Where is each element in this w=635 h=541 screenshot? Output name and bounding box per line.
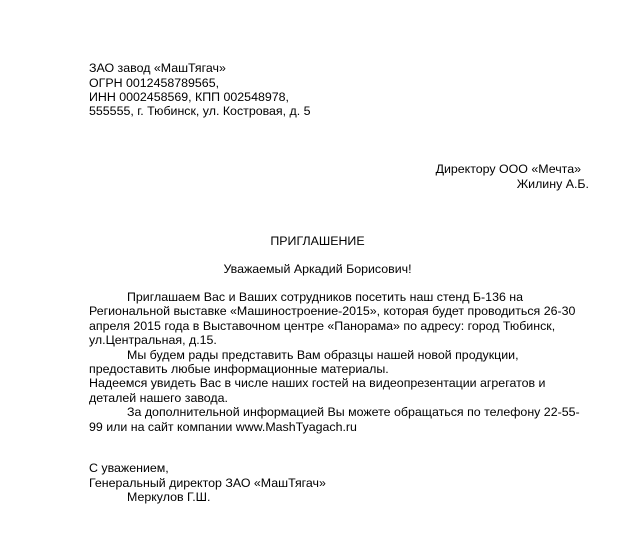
body-line: Надеемся увидеть Вас в числе наших гостей на видеопрезентации агрегатов и (89, 376, 546, 390)
sender-inn-kpp: ИНН 0002458569, КПП 002548978, (89, 90, 289, 104)
sender-address: 555555, г. Тюбинск, ул. Костровая, д. 5 (89, 104, 311, 118)
body-line: Приглашаем Вас и Ваших сотрудников посетить наш стенд Б-136 на (127, 290, 524, 304)
body-line: За дополнительной информацией Вы можете обращаться по телефону 22-55- (127, 405, 580, 419)
signature-closing: С уважением, (89, 461, 169, 475)
document-title: ПРИГЛАШЕНИЕ (270, 234, 365, 248)
addressee-name: Жилину А.Б. (516, 177, 589, 191)
body-line: предоставить любые информационные материалы. (89, 362, 389, 376)
body-line: Региональной выставке «Машиностроение-2015», которая будет проводиться 26-30 (89, 304, 576, 318)
addressee-position: Директору ООО «Мечта» (435, 162, 581, 176)
body-line: деталей нашего завода. (89, 391, 228, 405)
signature-name: Меркулов Г.Ш. (127, 490, 211, 504)
body-line: ул.Центральная, д.15. (89, 333, 217, 347)
body-line: Мы будем рады представить Вам образцы нашей новой продукции, (127, 348, 519, 362)
body-line: апреля 2015 года в Выставочном центре «Панорама» по адресу: город Тюбинск, (89, 319, 556, 333)
greeting: Уважаемый Аркадий Борисович! (223, 262, 412, 276)
body-line: 99 или на сайт компании www.MashTyagach.ru (89, 420, 357, 434)
sender-company: ЗАО завод «МашТягач» (89, 61, 226, 75)
sender-ogrn: ОГРН 0012458789565, (89, 76, 220, 90)
signature-position: Генеральный директор ЗАО «МашТягач» (89, 476, 326, 490)
